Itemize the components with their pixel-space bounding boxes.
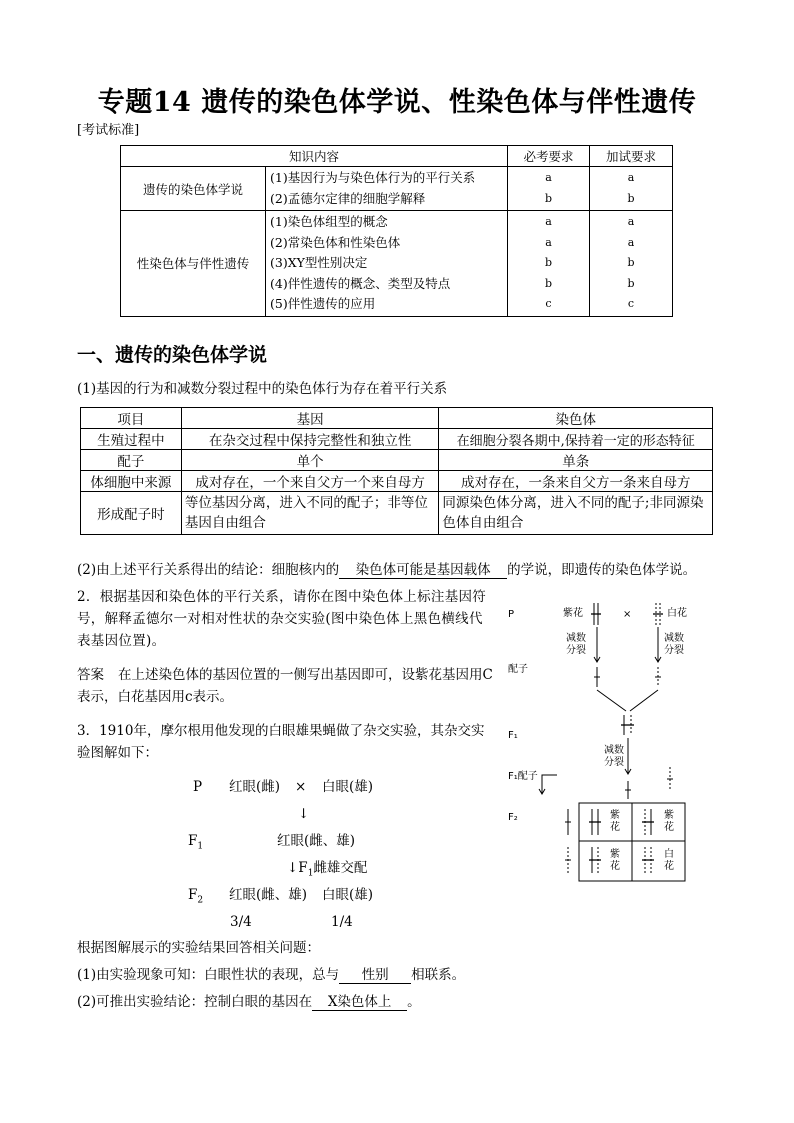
table-header-row (81, 408, 713, 429)
list-item: (1)基因行为与染色体行为的平行关系 (270, 170, 476, 185)
text: 的学说，即遗传的染色体学说。 (507, 562, 697, 578)
cross-f1-label (188, 830, 203, 858)
value: a (627, 235, 635, 249)
cross-times: × (295, 779, 307, 795)
q3-part-2 (77, 991, 421, 1013)
list-item: (1)染色体组型的概念 (270, 214, 388, 229)
cell-purple-3b: 花 (610, 861, 620, 872)
value: a (545, 235, 552, 249)
q3-part-1 (77, 964, 465, 986)
diagram-white: 白花 (667, 608, 687, 619)
list-item: (2)孟德尔定律的细胞学解释 (270, 190, 426, 206)
cell-purple-1a: 紫 (610, 810, 620, 821)
cross-f1-pheno: 红眼(雌、雄) (277, 833, 356, 849)
paragraph-1: (1)基因的行为和减数分裂过程中的染色体行为存在着平行关系 (77, 381, 448, 397)
value: b (544, 276, 553, 290)
table-cell: 配子 (81, 450, 182, 471)
answer-blank: 性别 (339, 967, 411, 984)
compare-table (80, 407, 713, 535)
table-cell: 在细胞分裂各期中,保持着一定的形态特征 (439, 429, 713, 450)
list-item: (2)常染色体和性染色体 (270, 234, 401, 250)
q3-lead: 根据图解展示的实验结果回答相关问题： (77, 940, 320, 956)
value: b (627, 191, 635, 205)
text: 1 (307, 868, 314, 879)
diagram-gamete-label: 配子 (508, 664, 528, 675)
list-item: (4)伴性遗传的概念、类型及特点 (270, 275, 451, 291)
diagram-p-label: P (508, 609, 515, 620)
required-values (508, 167, 590, 211)
cross-arrow: ↓ (298, 806, 310, 822)
table-row (81, 471, 713, 492)
standards-table (120, 145, 673, 317)
list-item: (3)XY型性别决定 (270, 255, 368, 270)
answer-label: 答案 (77, 667, 104, 683)
diagram-meiosis-right-2: 分裂 (664, 645, 684, 656)
text: (1)由实验现象可知：白眼性状的表现，总与 (77, 967, 340, 983)
diagram-f2-label: F₂ (508, 812, 518, 823)
diagram-times: × (623, 609, 632, 620)
cross-ratio-a: 3/4 (230, 914, 252, 930)
cross-p-label: P (193, 779, 203, 795)
answer-blank: X染色体上 (312, 994, 407, 1011)
table-row (121, 211, 673, 317)
group-name: 性染色体与伴性遗传 (121, 211, 266, 317)
group-items (266, 211, 508, 317)
extra-values (590, 167, 673, 211)
value: b (627, 276, 635, 290)
table-row (121, 167, 673, 211)
page-title: 专题14 遗传的染色体学说、性染色体与伴性遗传 (97, 87, 697, 118)
text: 雌雄交配 (313, 860, 368, 876)
section-heading: 一、遗传的染色体学说 (77, 344, 268, 366)
table-row (81, 450, 713, 471)
text: F (188, 833, 198, 849)
header-cell: 染色体 (439, 408, 713, 429)
value: a (627, 215, 635, 228)
value: c (545, 297, 552, 310)
group-name: 遗传的染色体学说 (121, 167, 266, 211)
value: a (545, 215, 552, 228)
text: (2)可推出实验结论：控制白眼的基因在 (77, 994, 313, 1010)
header-required: 必考要求 (508, 146, 590, 167)
table-row (81, 429, 713, 450)
value: c (627, 297, 635, 310)
table-header-row (121, 146, 673, 167)
exam-standard-label: [考试标准] (77, 123, 140, 138)
text: 。 (407, 994, 421, 1010)
table-cell: 体细胞中来源 (81, 471, 182, 492)
text: 2 (197, 895, 204, 906)
answer-text: 在上述染色体的基因位置的一侧写出基因即可，设紫花基因用C表示，白花基因用c表示。 (77, 667, 493, 705)
diagram-f1-gamete-label: F₁配子 (508, 771, 538, 782)
table-cell: 生殖过程中 (81, 429, 182, 450)
table-cell: 单条 (439, 450, 713, 471)
answer-paragraph (77, 664, 495, 708)
header-cell: 项目 (81, 408, 182, 429)
text: ↓F (287, 860, 308, 876)
required-values (508, 211, 590, 317)
diagram-purple: 紫花 (563, 608, 583, 619)
question-2: 2．根据基因和染色体的平行关系，请你在图中染色体上标注基因符号，解释孟德尔一对相对性状的杂交实验(图中染色体上黑色横线代表基因位置)。 (77, 589, 487, 649)
text: F (188, 887, 198, 903)
diagram-f1-label: F₁ (508, 730, 518, 741)
text: 1 (197, 841, 204, 852)
table-cell: 成对存在，一个来自父方一个来自母方 (181, 471, 439, 492)
diagram-meiosis-left-1: 减数 (566, 633, 586, 644)
text: 相联系。 (411, 967, 466, 983)
question-3: 3．1910年，摩尔根用他发现的白眼雄果蝇做了杂交实验，其杂交实验图解如下： (77, 723, 485, 761)
cross-f2-white: 白眼(雄) (322, 887, 374, 903)
cross-p-male: 白眼(雄) (322, 779, 374, 795)
table-cell: 在杂交过程中保持完整性和独立性 (181, 429, 439, 450)
diagram-meiosis-right-1: 减数 (664, 633, 684, 644)
table-cell: 等位基因分离，进入不同的配子；非等位基因自由组合 (181, 492, 439, 535)
text: (2)由上述平行关系得出的结论：细胞核内的 (77, 562, 340, 578)
cell-white-a: 白 (664, 849, 674, 860)
cross-ratio-b: 1/4 (331, 914, 353, 930)
cross-f1-mating (287, 857, 367, 885)
paragraph-2 (77, 559, 696, 581)
value: b (544, 256, 553, 269)
cell-purple-2a: 紫 (664, 810, 674, 821)
header-cell: 基因 (181, 408, 439, 429)
list-item: (5)伴性遗传的应用 (270, 296, 376, 311)
value: b (627, 256, 635, 269)
cross-f2-red: 红眼(雌、雄) (229, 887, 308, 903)
extra-values (590, 211, 673, 317)
table-cell: 同源染色体分离，进入不同的配子;非同源染色体自由组合 (439, 492, 713, 535)
diagram-meiosis-f1-1: 减数 (604, 745, 624, 756)
mendel-cross-diagram (500, 595, 700, 885)
cross-f2-label (188, 884, 203, 912)
diagram-meiosis-left-2: 分裂 (566, 645, 586, 656)
answer-blank: 染色体可能是基因载体 (339, 562, 507, 579)
table-cell: 形成配子时 (81, 492, 182, 535)
value: b (544, 191, 553, 205)
header-content: 知识内容 (121, 146, 508, 167)
table-cell: 成对存在，一条来自父方一条来自母方 (439, 471, 713, 492)
table-cell: 单个 (181, 450, 439, 471)
cell-white-b: 花 (664, 861, 674, 872)
cell-purple-1b: 花 (610, 822, 620, 833)
value: a (545, 171, 552, 184)
cell-purple-2b: 花 (664, 822, 674, 833)
value: a (627, 171, 635, 184)
diagram-meiosis-f1-2: 分裂 (604, 757, 624, 768)
cross-p-female: 红眼(雌) (229, 779, 281, 795)
group-items (266, 167, 508, 211)
table-row (81, 492, 713, 535)
header-extra: 加试要求 (590, 146, 673, 167)
cell-purple-3a: 紫 (610, 849, 620, 860)
